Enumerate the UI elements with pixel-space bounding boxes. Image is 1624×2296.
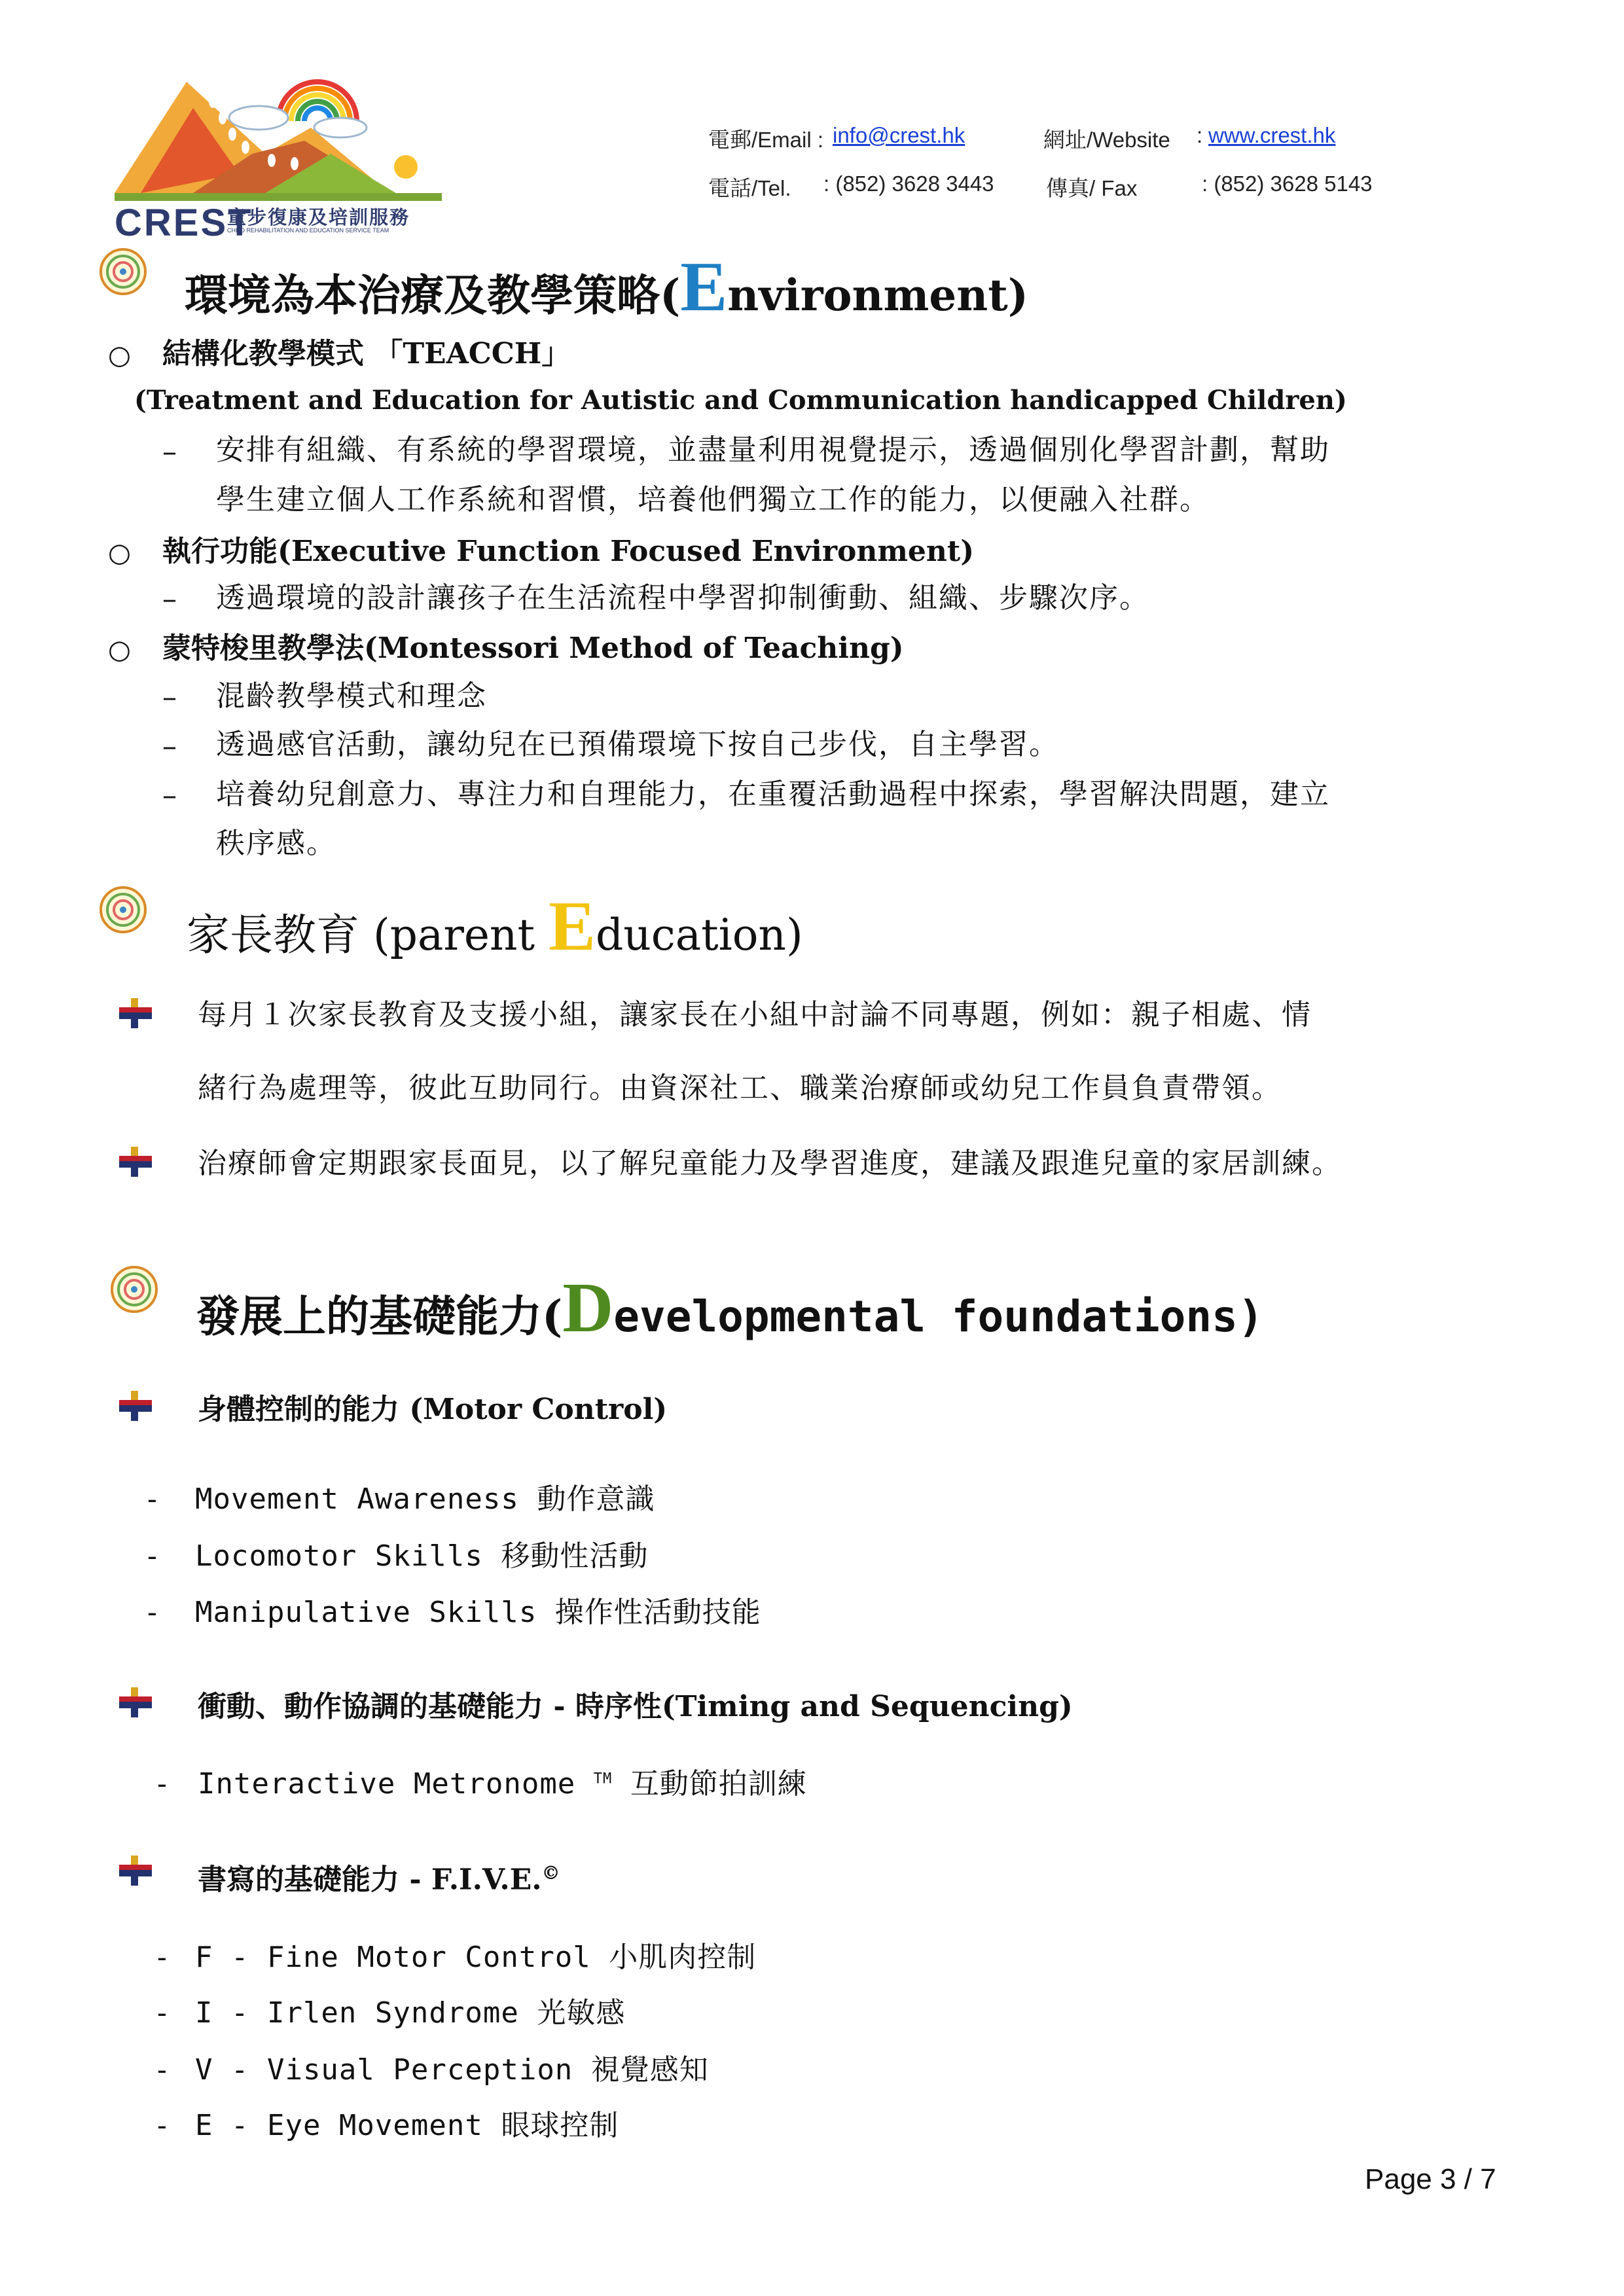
spiral-icon — [97, 245, 149, 298]
parent-title-rest: ducation) — [596, 910, 803, 960]
timing-item-cn: 互動節拍訓練 — [630, 1767, 807, 1801]
timing-item — [198, 1767, 807, 1802]
developmental-title-rest: evelopmental foundations) — [613, 1291, 1264, 1342]
plus-bullet-icon — [119, 1687, 152, 1717]
copyright-mark: © — [541, 1862, 560, 1884]
parent-title-text: 家長教育 (parent — [187, 910, 549, 960]
contact-website-sep: : — [1197, 123, 1203, 147]
contact-fax: : (852) 3628 5143 — [1202, 171, 1373, 196]
spiral-icon — [97, 884, 149, 936]
plus-bullet-icon — [119, 1856, 152, 1886]
environment-title-letter: E — [680, 248, 728, 326]
executive-line: 透過環境的設計讓孩子在生活流程中學習抑制衝動、組織、步驟次序。 — [216, 581, 1149, 615]
contact-website-label: 網址/Website — [1043, 128, 1170, 152]
motor-item-1: Movement Awareness 動作意識 — [195, 1482, 655, 1516]
contact-tel: : (852) 3628 3443 — [823, 171, 994, 196]
parent-title-letter: E — [548, 888, 596, 965]
montessori-line-4: 秩序感。 — [216, 827, 336, 860]
dash: – — [162, 779, 177, 812]
website-link[interactable]: www.crest.hk — [1208, 123, 1336, 147]
contact-email-label: 電郵/Email : — [708, 128, 824, 152]
dash: – — [162, 583, 177, 616]
contact-tel-label: 電話/Tel. — [708, 176, 791, 200]
teacch-full-name: (Treatment and Education for Autistic and Communication handicapped Children) — [134, 385, 1347, 416]
dash: - — [157, 2109, 167, 2142]
montessori-line-3: 培養幼兒創意力、專注力和自理能力，在重覆活動過程中探索，學習解決問題，建立 — [216, 778, 1330, 811]
timing-heading: 衝動、動作協調的基礎能力 - 時序性(Timing and Sequencing) — [198, 1690, 1073, 1723]
developmental-title-text: 發展上的基礎能力( — [196, 1291, 563, 1342]
dash: – — [162, 730, 177, 763]
spiral-icon — [108, 1263, 160, 1316]
dash: - — [157, 1941, 167, 1974]
parent-line-2: 緒行為處理等，彼此互助同行。由資深社工、職業治療師或幼兒工作員負責帶領。 — [198, 1071, 1282, 1105]
teacch-heading: 結構化教學模式 「TEACCH」 — [162, 337, 571, 370]
developmental-title — [196, 1269, 1264, 1347]
environment-title-rest: nvironment) — [727, 270, 1028, 321]
dash: – — [162, 681, 177, 714]
five-item-i: I - Irlen Syndrome 光敏感 — [195, 1996, 626, 2030]
five-item-e: E - Eye Movement 眼球控制 — [195, 2109, 619, 2142]
bullet-circle: ○ — [108, 340, 131, 370]
logo-name: CREST — [115, 202, 253, 244]
montessori-line-2: 透過感官活動，讓幼兒在已預備環境下按自己步伐，自主學習。 — [216, 728, 1059, 761]
dash: - — [157, 1767, 167, 1801]
five-item-f: F - Fine Motor Control 小肌肉控制 — [195, 1941, 757, 1974]
trademark-mark: TM — [593, 1770, 613, 1787]
environment-title-text: 環境為本治療及教學策略( — [185, 270, 681, 321]
teacch-line-1: 安排有組織、有系統的學習環境，並盡量利用視覺提示，透過個別化學習計劃，幫助 — [216, 433, 1330, 467]
dash: - — [147, 1482, 157, 1516]
dash: - — [147, 1539, 157, 1573]
dash: – — [162, 435, 177, 469]
environment-title — [185, 248, 1028, 326]
logo-subtagline: CHILD REHABILITATION AND EDUCATION SERVICE TEAM — [227, 227, 389, 234]
motor-heading: 身體控制的能力 (Motor Control) — [198, 1393, 668, 1426]
logo — [115, 56, 442, 244]
plus-bullet-icon — [119, 998, 152, 1028]
motor-item-2: Locomotor Skills 移動性活動 — [195, 1539, 649, 1573]
motor-item-3: Manipulative Skills 操作性活動技能 — [195, 1596, 761, 1629]
executive-heading: 執行功能(Executive Function Focused Environment) — [162, 535, 975, 568]
plus-bullet-icon — [119, 1391, 152, 1421]
email-link[interactable]: info@crest.hk — [833, 123, 965, 147]
plus-bullet-icon — [119, 1147, 152, 1177]
five-heading — [198, 1862, 560, 1897]
dash: - — [147, 1596, 157, 1629]
timing-item-text: Interactive Metronome — [198, 1767, 576, 1801]
bullet-circle: ○ — [108, 635, 131, 665]
teacch-line-2: 學生建立個人工作系統和習慣，培養他們獨立工作的能力，以便融入社群。 — [216, 483, 1210, 516]
montessori-heading: 蒙特梭里教學法(Montessori Method of Teaching) — [162, 632, 904, 665]
parent-line-3: 治療師會定期跟家長面見，以了解兒童能力及學習進度，建議及跟進兒童的家居訓練。 — [198, 1147, 1342, 1180]
five-heading-text: 書寫的基礎能力 - F.I.V.E. — [198, 1863, 542, 1897]
bullet-circle: ○ — [108, 538, 131, 568]
dash: - — [157, 1996, 167, 2030]
montessori-line-1: 混齡教學模式和理念 — [216, 679, 487, 713]
page-number: Page 3 / 7 — [1365, 2163, 1496, 2195]
parent-title — [187, 888, 803, 965]
five-item-v: V - Visual Perception 視覺感知 — [195, 2053, 709, 2087]
dash: - — [157, 2053, 167, 2087]
contact-fax-label: 傳真/ Fax — [1046, 176, 1138, 200]
logo-tagline: 童步復康及培訓服務 — [227, 206, 410, 228]
parent-line-1: 每月１次家長教育及支援小組，讓家長在小組中討論不同專題，例如：親子相處、情 — [198, 998, 1312, 1031]
developmental-title-letter: D — [562, 1269, 614, 1347]
